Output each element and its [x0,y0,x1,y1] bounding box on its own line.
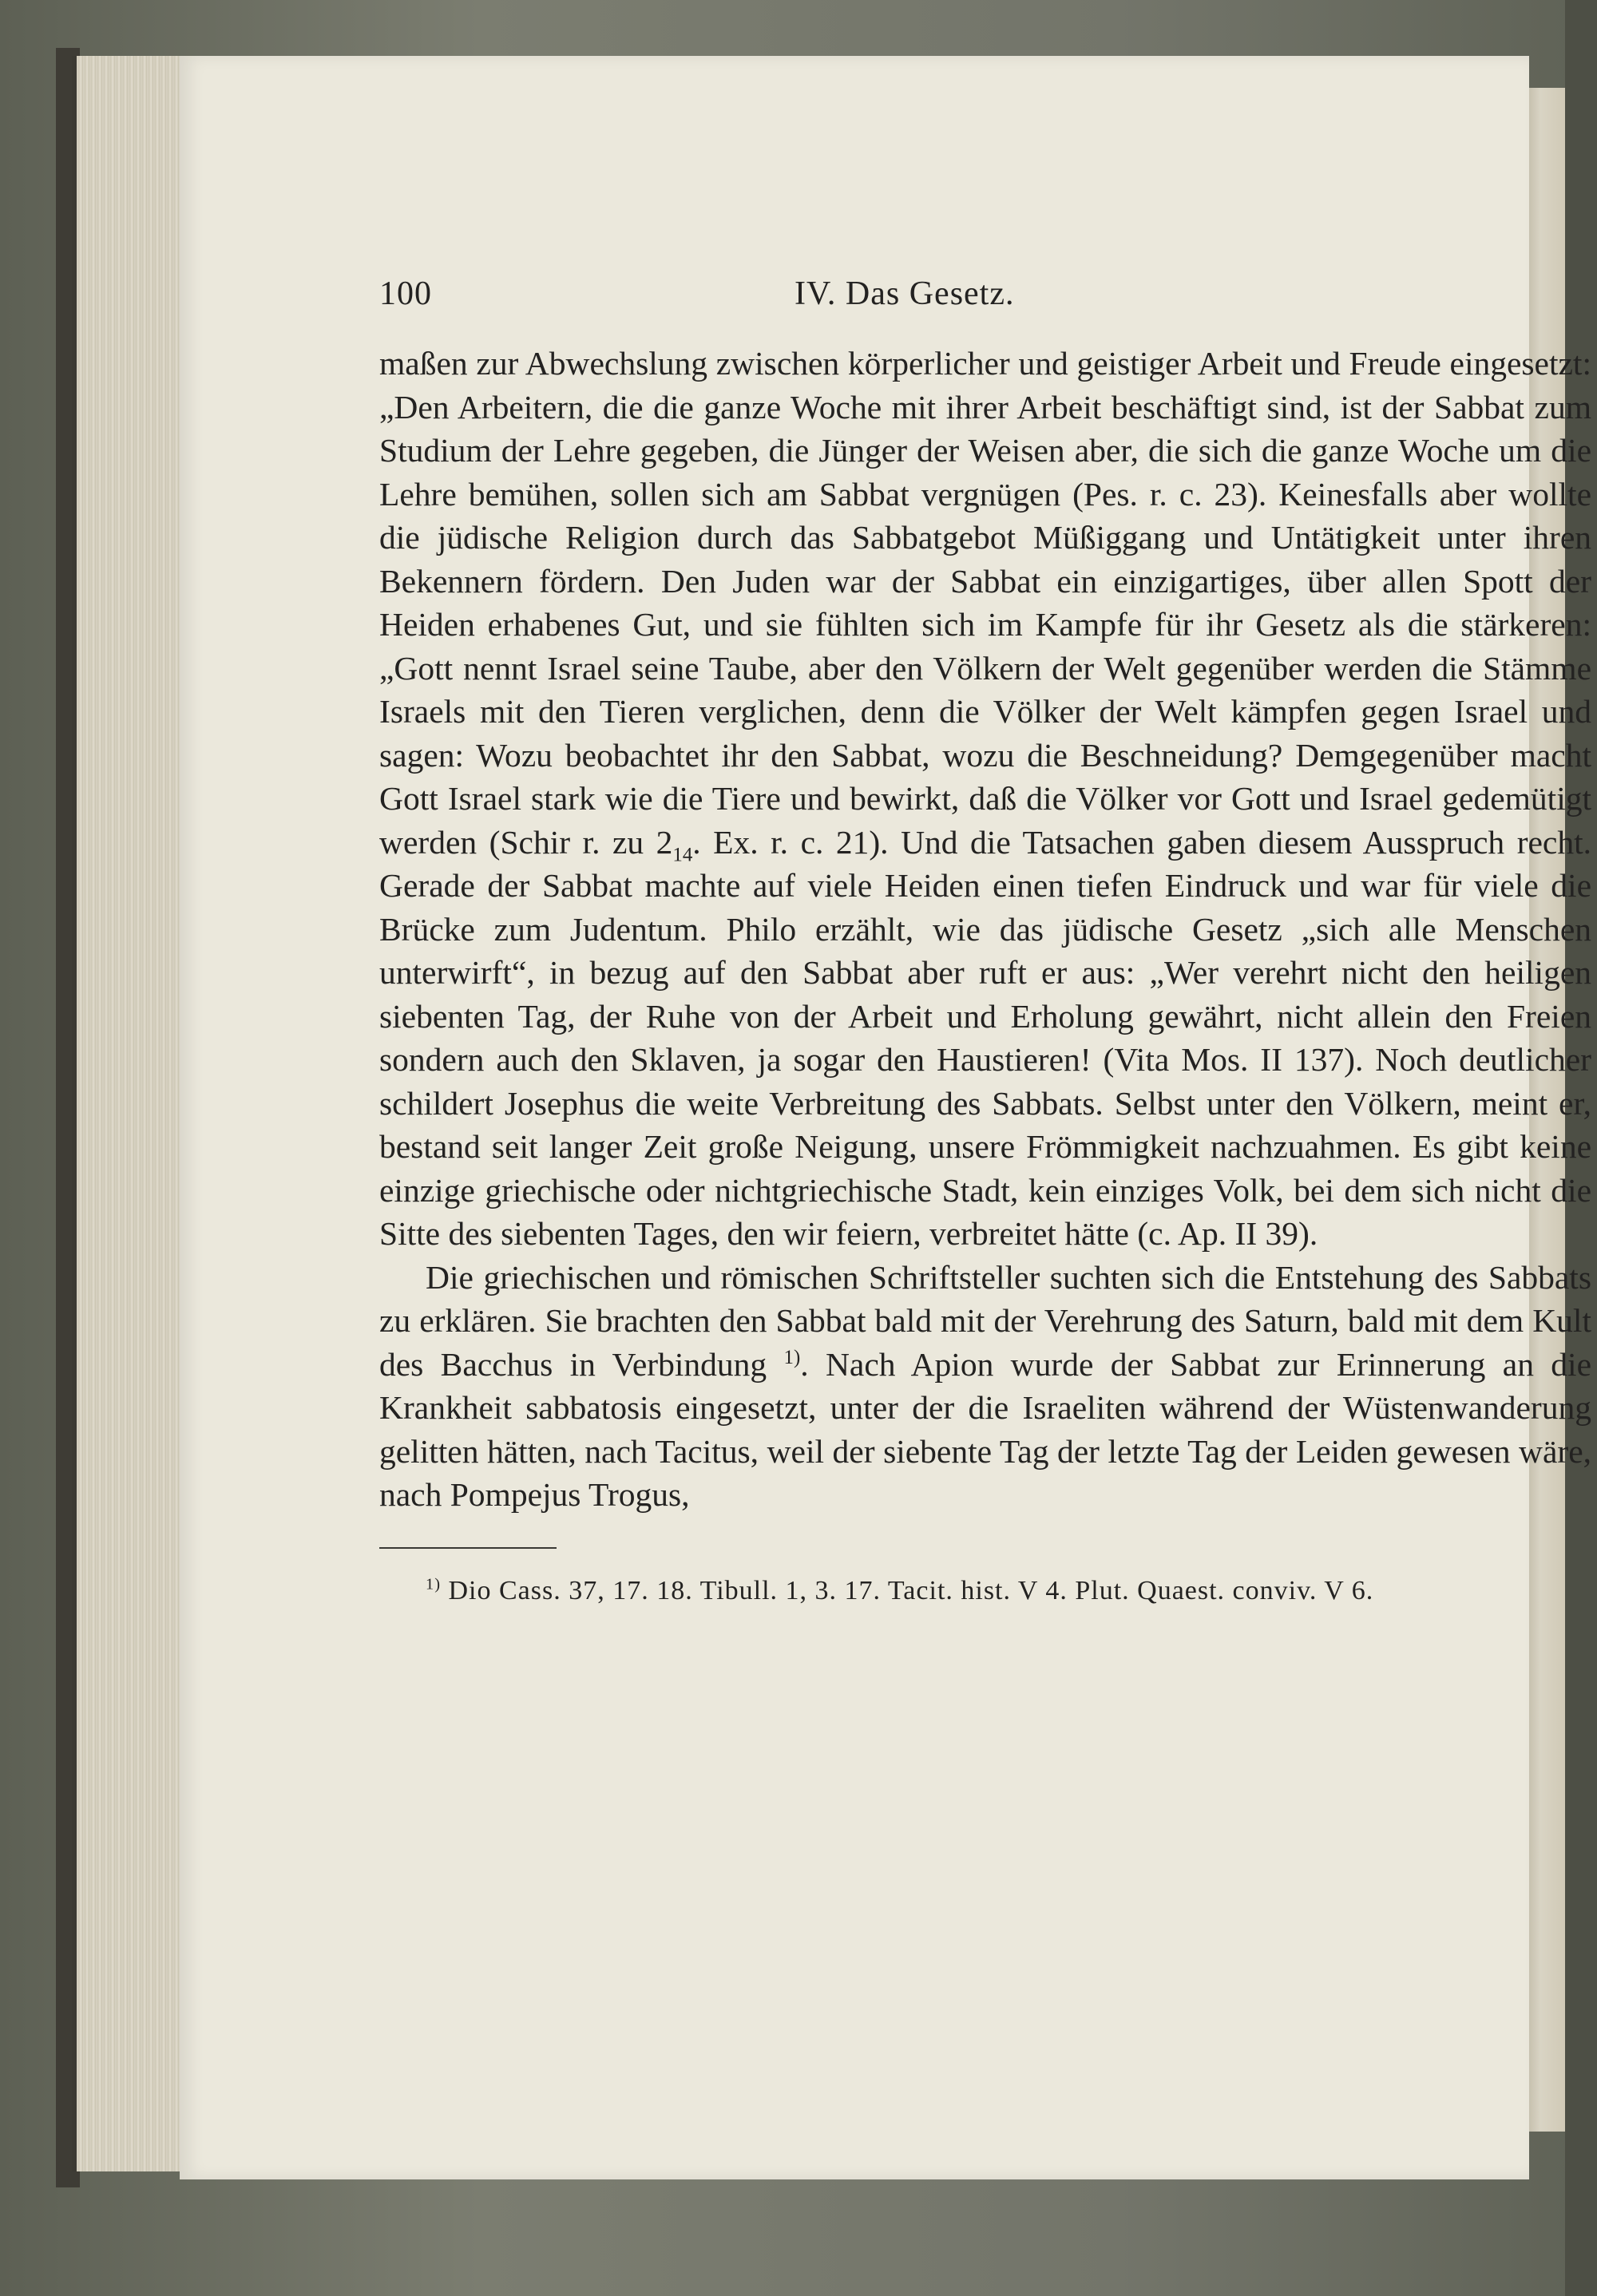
paragraph-2-text-a: Die griechischen und römischen Schriftsteller suchten sich die Entstehung des Sabbats zu erklären. Sie brachten den Sabbat bald mit der Verehrung des Saturn, bald mit dem Kult des Bacchus in Verbindung [379,1258,1591,1383]
paragraph-1 [379,342,1591,1256]
page-number: 100 [379,275,432,312]
book-page [180,56,1592,2179]
page-stack-edge [72,56,188,2171]
paragraph-2-text-b: . Nach Apion wurde der Sabbat zur Erinnerung an die Krankheit sabbatosis eingesetzt, unter der die Israeliten während der Wüstenwanderung gelitten hätten, nach Tacitus, weil der siebente Tag der letzte Tag der Leiden gewesen wäre, nach Pompejus Trogus, [379,1345,1591,1513]
footnote-marker: 1) [426,1575,441,1593]
verse-subscript: 14 [672,843,693,865]
paragraph-1-text-b: . Ex. r. c. 21). Und die Tatsachen gaben diesem Ausspruch recht. Gerade der Sabbat machte auf viele Heiden einen tiefen Eindruck und war für viele die Brücke zum Judentum. Philo erzählt, wie das jüdische Gesetz „sich alle Menschen unterwirft“, in bezug auf den Sabbat aber ruft er aus: „Wer verehrt nicht den heiligen siebenten Tag, der Ruhe von der Arbeit und Erholung gewährt, nicht allein den Freien sondern auch den Sklaven, ja sogar den Haustieren! (Vita Mos. II 137). Noch deutlicher schildert Josephus die weite Verbreitung des Sabbats. Selbst unter den Völkern, meint er, bestand seit langer Zeit große Neigung, unsere Frömmigkeit nachzuahmen. Es gibt keine einzige griechische oder nichtgriechische Stadt, kein einziges Volk, bei dem sich nicht die Sitte des siebenten Tages, den wir feiern, verbreitet hätte (c. Ap. II 39). [379,823,1592,1252]
running-head [379,224,1591,312]
footnote-reference: 1) [783,1346,801,1368]
text-block [379,224,1591,1609]
footnote-text: Dio Cass. 37, 17. 18. Tibull. 1, 3. 17. Tacit. hist. V 4. Plut. Quaest. conviv. V 6. [441,1575,1374,1605]
footnote [379,1573,1591,1609]
paragraph-1-text-a: maßen zur Abwechslung zwischen körperlicher und geistiger Arbeit und Freude eingesetzt: „Den Arbeitern, die die ganze Woche mit ihrer Arbeit beschäftigt sind, ist der Sabbat zum Studium der Lehre gegeben, die Jünger der Weisen aber, die sich die ganze Woche um die Lehre bemühen, sollen sich am Sabbat vergnügen (Pes. r. c. 23). Keinesfalls aber wollte die jüdische Religion durch das Sabbatgebot Müßiggang und Untätigkeit unter ihren Bekennern fördern. Den Juden war der Sabbat ein einzigartiges, über allen Spott der Heiden erhabenes Gut, und sie fühlten sich im Kampfe für ihr Gesetz als die stärkeren: „Gott nennt Israel seine Taube, aber den Völkern der Welt gegenüber werden die Stämme Israels mit den Tieren verglichen, denn die Völker der Welt kämpfen gegen Israel und sagen: Wozu beobachtet ihr den Sabbat, wozu die Beschneidung? Demgegenüber macht Gott Israel stark wie die Tiere und bewirkt, daß die Völker vor Gott und Israel gedemütigt werden (Schir r. zu 2 [379,345,1591,861]
footnote-divider [379,1547,557,1549]
chapter-title: IV. Das Gesetz. [795,275,1015,312]
paragraph-2 [379,1256,1591,1517]
body-text [379,342,1591,1517]
